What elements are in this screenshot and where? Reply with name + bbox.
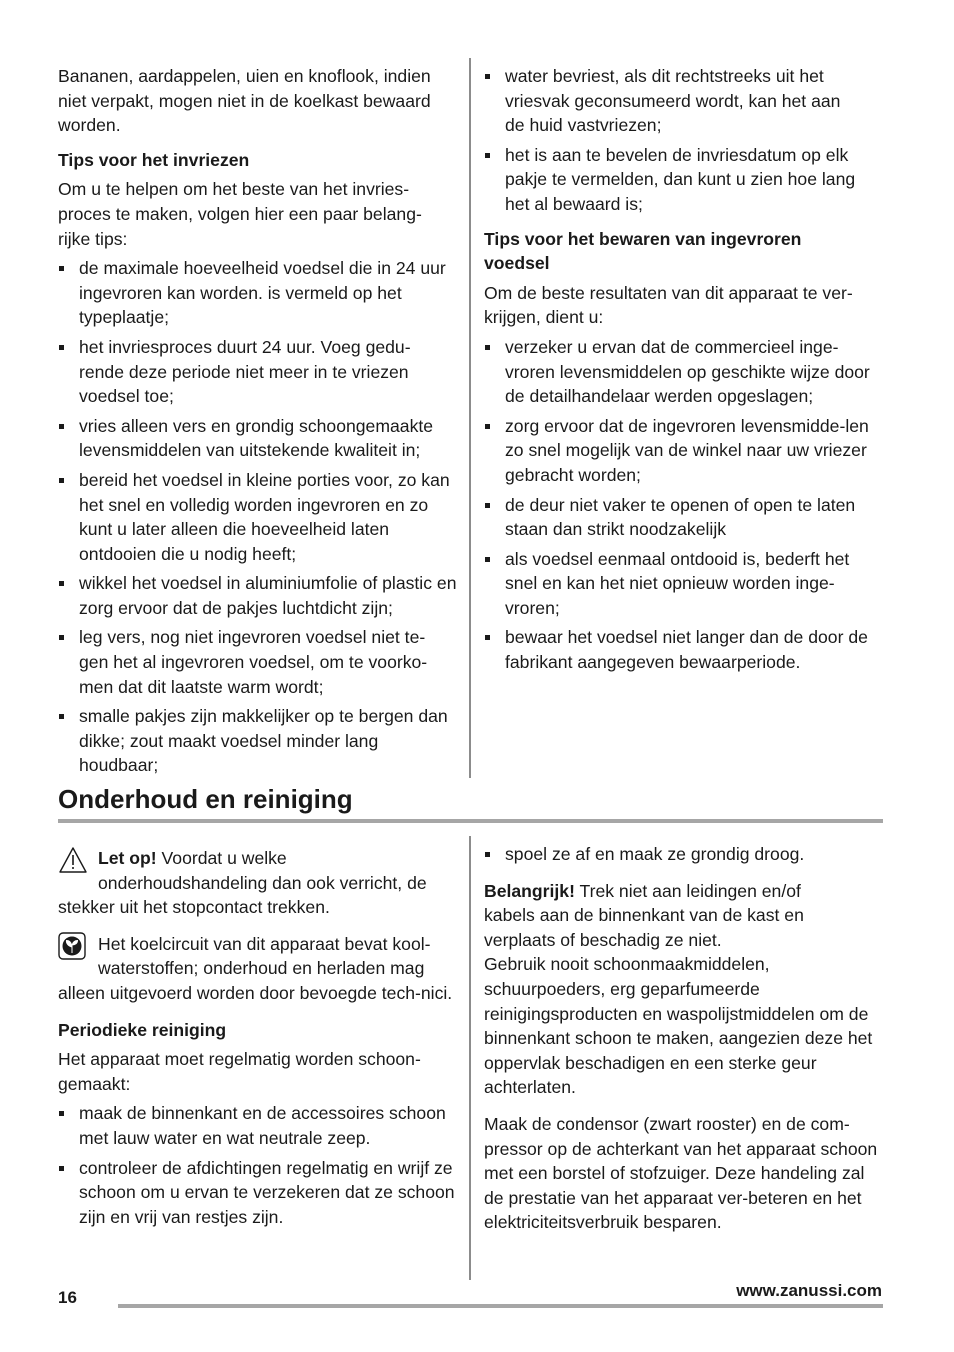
warning-triangle-icon [58, 846, 98, 874]
list-item: wikkel het voedsel in aluminiumfolie of plastic en zorg ervoor dat de pakjes luchtdicht zijn; [58, 571, 458, 620]
list-item: maak de binnenkant en de accessoires schoon met lauw water en wat neutrale zeep. [58, 1101, 458, 1150]
periodic-cleaning-intro: Het apparaat moet regelmatig worden schoon-gemaakt: [58, 1049, 421, 1094]
important-body: Trek niet aan leidingen en/of kabels aan de binnenkant van de kast en verplaats of beschadig ze niet. [484, 880, 804, 950]
periodic-cleaning-list-continued [484, 842, 884, 867]
footer-rule [118, 1304, 883, 1308]
freezing-tips-intro: Om u te helpen om het beste van het invries-proces te maken, volgen hier een paar belang-rijke tips: [58, 179, 422, 249]
list-item: verzeker u ervan dat de commercieel inge-vroren levensmiddelen op geschikte wijze door de detailhandelaar werden opgeslagen; [484, 335, 884, 409]
list-item: bewaar het voedsel niet langer dan de door de fabrikant aangegeven bewaarperiode. [484, 625, 884, 674]
warning-body: Voordat u welke onderhoudshandeling dan ook verricht, de stekker uit het stopcontact trekken. [58, 848, 427, 918]
list-item: smalle pakjes zijn makkelijker op te bergen dan dikke; zout maakt voedsel minder lang houdbaar; [58, 704, 458, 778]
list-item: controleer de afdichtingen regelmatig en wrijf ze schoon om u ervan te verzekeren dat ze schoon zijn en vrij van restjes zijn. [58, 1156, 458, 1230]
top-right-column [484, 64, 884, 675]
periodic-cleaning-list [58, 1101, 458, 1229]
list-item: de deur niet vaker te openen of open te laten staan dan strikt noodzakelijk [484, 493, 884, 542]
warning-text [58, 846, 458, 920]
important-label: Belangrijk! [484, 880, 575, 901]
list-item: als voedsel eenmaal ontdooid is, bederft het snel en kan het niet opnieuw worden inge-vroren; [484, 547, 884, 621]
column-divider-bottom [469, 836, 471, 1280]
list-item: water bevriest, als dit rechtstreeks uit het vriesvak geconsumeerd wordt, kan het aan de huid vastvriezen; [484, 64, 884, 138]
periodic-cleaning-heading: Periodieke reiniging [58, 1019, 227, 1040]
bottom-left-column [58, 846, 458, 1229]
environment-plant-icon [58, 932, 98, 960]
website-url: www.zanussi.com [736, 1281, 882, 1300]
bottom-right-column [484, 842, 884, 1235]
storing-tips-heading: Tips voor het bewaren van ingevroren voedsel [484, 228, 802, 274]
list-item: leg vers, nog niet ingevroren voedsel niet te-gen het al ingevroren voedsel, om te voorko-men dat dit laatste warm wordt; [58, 625, 458, 699]
freezing-tips-list [58, 256, 458, 778]
environment-notice [58, 932, 458, 1006]
column-divider-top [469, 58, 471, 778]
list-item: vries alleen vers en grondig schoongemaakte levensmiddelen van uitstekende kwaliteit in; [58, 414, 458, 463]
storing-tips-intro: Om de beste resultaten van dit apparaat te ver-krijgen, dient u: [484, 282, 853, 328]
environment-text: Het koelcircuit van dit apparaat bevat kool-waterstoffen; onderhoud en herladen mag alleen uitgevoerd worden door bevoegde tech-nici. [58, 933, 453, 1003]
warning-notice [58, 846, 458, 920]
section-title: Onderhoud en reiniging [58, 784, 353, 814]
list-item: de maximale hoeveelheid voedsel die in 24 uur ingevroren kan worden. is vermeld op het typeplaatje; [58, 256, 458, 330]
freezing-tips-list-continued [484, 64, 884, 217]
detergent-paragraph: Gebruik nooit schoonmaakmiddelen, schuurpoeders, erg geparfumeerde reinigingsproducten en waspolijstmiddelen om de binnenkant schoon te maken, aangezien deze het oppervlak beschadigen en een sterke geur achterlaten. [484, 954, 873, 1098]
condenser-paragraph: Maak de condensor (zwart rooster) en de com-pressor op de achterkant van het apparaat schoon met een borstel of stofzuiger. Deze handeling zal de prestatie van het apparaat ver-beteren en het elektriciteitsverbruik besparen. [484, 1113, 878, 1233]
storing-tips-list [484, 335, 884, 675]
list-item: het is aan te bevelen de invriesdatum op elk pakje te vermelden, dan kunt u zien hoe lang het al bewaard is; [484, 143, 884, 217]
list-item: zorg ervoor dat de ingevroren levensmidde-len zo snel mogelijk van de winkel naar uw vriezer gebracht worden; [484, 414, 884, 488]
list-item: bereid het voedsel in kleine porties voor, zo kan het snel en volledig worden ingevroren en zo kunt u later alleen die hoeveelheid laten ontdooien die u nodig heeft; [58, 468, 458, 566]
list-item: het invriesproces duurt 24 uur. Voeg gedu-rende deze periode niet meer in te vriezen voedsel toe; [58, 335, 458, 409]
freezing-tips-heading: Tips voor het invriezen [58, 149, 250, 170]
page-number: 16 [58, 1288, 77, 1307]
important-paragraph [484, 879, 834, 953]
section-rule [58, 819, 883, 823]
warning-label: Let op! [98, 848, 157, 868]
list-item: spoel ze af en maak ze grondig droog. [484, 842, 884, 867]
intro-paragraph: Bananen, aardappelen, uien en knoflook, indien niet verpakt, mogen niet in de koelkast bewaard worden. [58, 66, 431, 136]
top-left-column [58, 64, 458, 778]
